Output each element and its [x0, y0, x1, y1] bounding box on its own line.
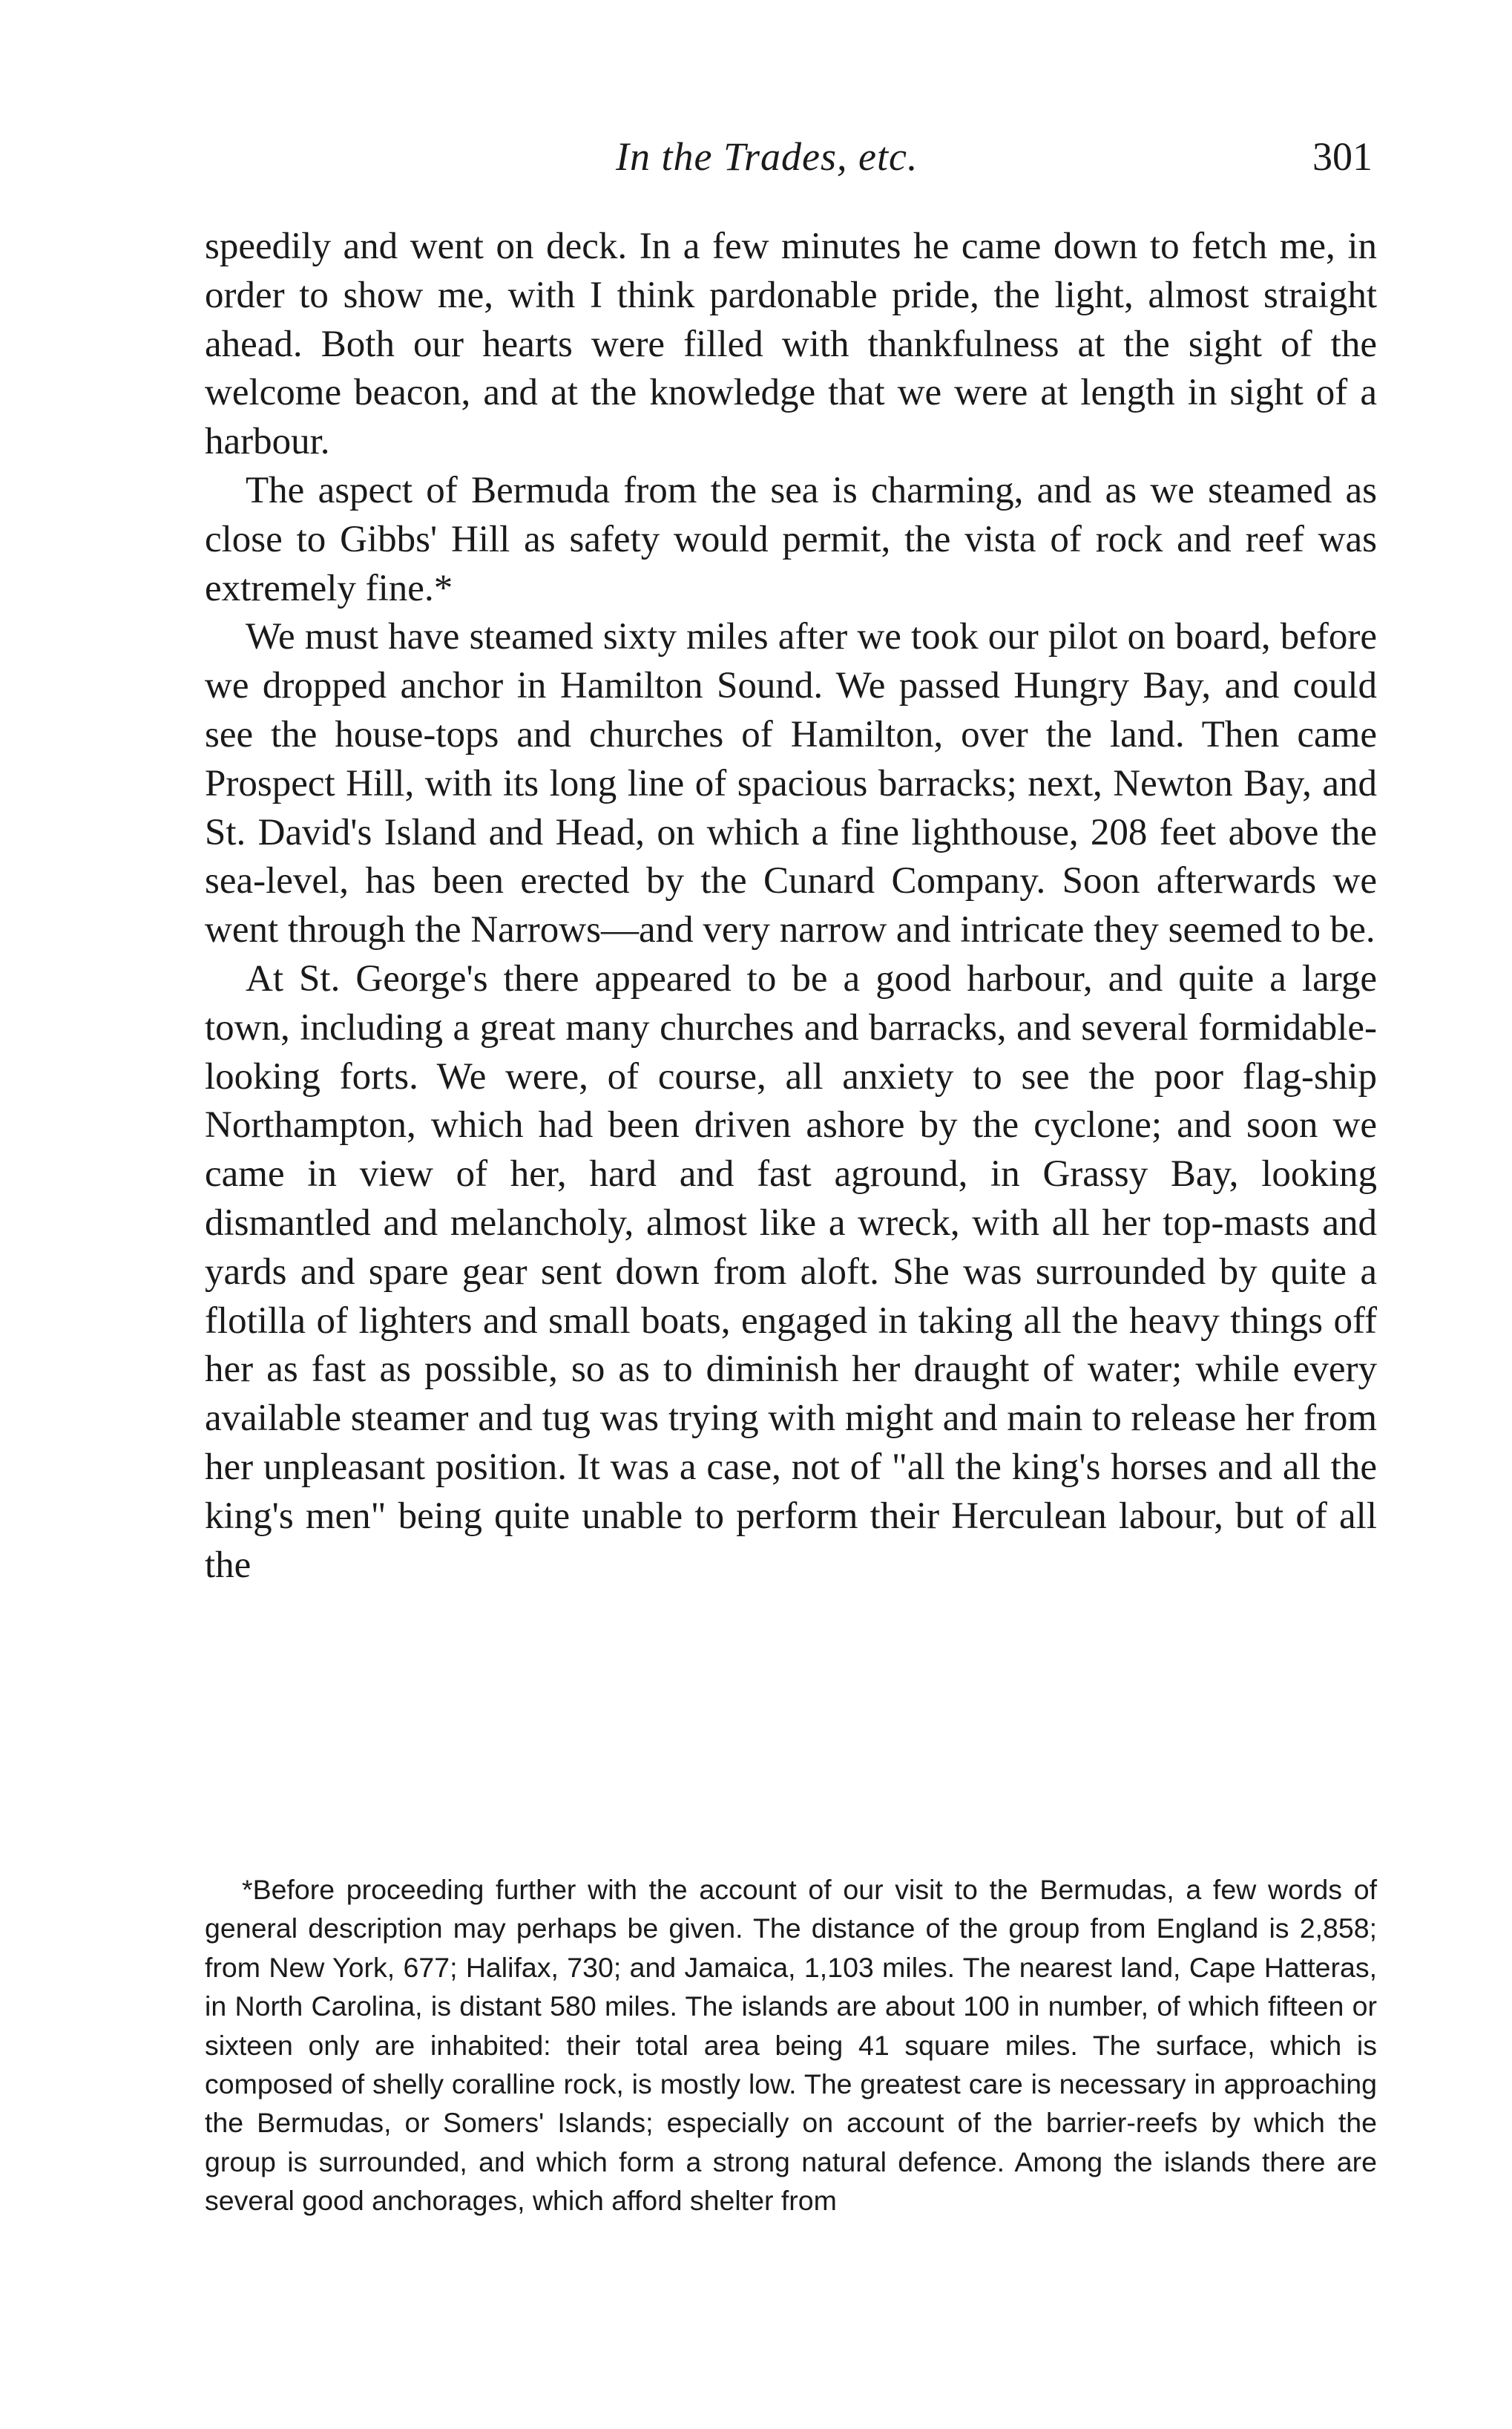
footnote	[205, 1870, 1377, 2220]
footnote-text: *Before proceeding further with the account of our visit to the Bermudas, a few words of general description may perhaps be given. The distance of the group from England is 2,858; from New York, 677; Halifax, 730; and Jamaica, 1,103 miles. The nearest land, Cape Hatteras, in North Carolina, is distant 580 miles. The islands are about 100 in number, of which fifteen or sixteen only are inhabited: their total area being 41 square miles. The surface, which is composed of shelly coralline rock, is mostly low. The greatest care is necessary in approaching the Bermudas, or Somers' Islands; especially on account of the barrier-reefs by which the group is surrounded, and which form a strong natural defence. Among the islands there are several good anchorages, which afford shelter from	[205, 1874, 1377, 2217]
paragraph-continuation: speedily and went on deck. In a few minutes he came down to fetch me, in order to show me, with I think pardonable pride, the light, almost straight ahead. Both our hearts were filled with thankfulness at the sight of the welcome beacon, and at the knowledge that we were at length in sight of a harbour.	[205, 226, 1377, 463]
paragraph-bermuda-aspect: The aspect of Bermuda from the sea is charming, and as we steamed as close to Gibbs' Hill as safety would permit, the vista of rock and reef was extremely fine.*	[205, 469, 1377, 609]
page-number: 301	[1312, 134, 1373, 179]
main-text	[205, 223, 1377, 1590]
page-header	[200, 134, 1373, 200]
paragraph-st-georges: At St. George's there appeared to be a good harbour, and quite a large town, including a great many churches and barracks, and several formidable-looking forts. We were, of course, all anxiety to see the poor flag-ship Northampton, which had been driven ashore by the cyclone; and soon we came in view of her, hard and fast aground, in Grassy Bay, looking dismantled and melancholy, almost like a wreck, with all her top-masts and yards and spare gear sent down from aloft. She was surrounded by quite a flotilla of lighters and small boats, engaged in taking all the heavy things off her as fast as possible, so as to diminish her draught of water; while every available steamer and tug was trying with might and main to release her from her unpleasant position. It was a case, not of "all the king's horses and all the king's men" being quite unable to perform their Herculean labour, but of all the	[205, 957, 1377, 1586]
running-title: In the Trades, etc.	[616, 134, 918, 179]
paragraph-hamilton-sound: We must have steamed sixty miles after we took our pilot on board, before we dropped anchor in Hamilton Sound. We passed Hungry Bay, and could see the house-tops and churches of Hamilton, over the land. Then came Prospect Hill, with its long line of spacious barracks; next, Newton Bay, and St. David's Island and Head, on which a fine lighthouse, 208 feet above the sea-level, has been erected by the Cunard Company. Soon afterwards we went through the Narrows—and very narrow and intricate they seemed to be.	[205, 616, 1377, 951]
